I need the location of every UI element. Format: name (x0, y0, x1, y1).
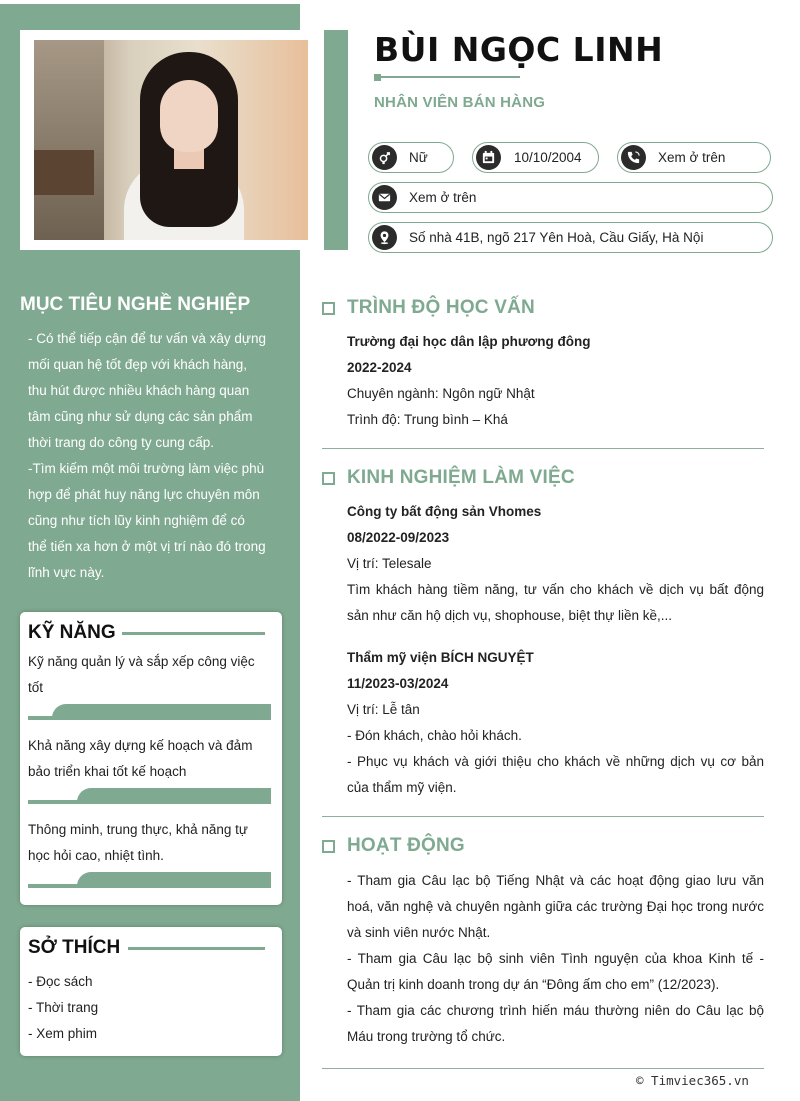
job-description-line: - Phục vụ khách và giới thiệu cho khách về những dịch vụ cơ bản (347, 754, 764, 769)
name-underline (374, 76, 520, 78)
objective-line: -Tìm kiếm một môi trường làm việc phù (28, 461, 265, 476)
education-title: TRÌNH ĐỘ HỌC VẤN (322, 297, 535, 319)
job-company: Công ty bất động sản Vhomes (347, 504, 542, 519)
job-description-line: sản như căn hộ dịch vụ, shophouse, biệt thự liền kề,... (347, 608, 673, 623)
email-value: Xem ở trên (409, 190, 477, 205)
skill-item-text: Kỹ năng quản lý và sắp xếp công việc tốt (28, 654, 255, 695)
phone-value: Xem ở trên (658, 150, 726, 165)
skill-item-text: Thông minh, trung thực, khả năng tự học hỏi cao, nhiệt tình. (28, 822, 248, 863)
objective-line: tâm cũng như sử dụng các sản phẩm (28, 409, 253, 424)
objective-line: - Có thể tiếp cận để tư vấn và xây dựng (28, 331, 266, 346)
phone-pill (617, 142, 771, 173)
hobby-item: - Thời trang (28, 1000, 99, 1015)
profile-photo (34, 40, 308, 240)
birthday-value: 10/10/2004 (514, 150, 582, 165)
section-divider (322, 816, 764, 817)
job-position: Vị trí: Telesale (347, 556, 432, 571)
skills-title-rule (122, 632, 265, 635)
hobby-item: - Đọc sách (28, 974, 93, 989)
skills-title: KỸ NĂNG (28, 622, 116, 643)
experience-job (347, 645, 764, 801)
hobby-item: - Xem phim (28, 1026, 98, 1041)
calendar-icon (476, 145, 501, 170)
job-company: Thẩm mỹ viện BÍCH NGUYỆT (347, 650, 534, 665)
footer-credit: © Timviec365.vn (636, 1073, 749, 1088)
gender-icon (372, 145, 397, 170)
objective-line: cũng như tích lũy kinh nghiệm để có (28, 513, 245, 528)
education-school: Trường đại học dân lập phương đông (347, 334, 591, 349)
activities-block (347, 868, 764, 1050)
activity-line: - Tham gia Câu lạc bộ Tiếng Nhật và các hoạt động giao lưu văn (347, 873, 764, 888)
objective-line: hợp để phát huy năng lực chuyên môn (28, 487, 260, 502)
square-bullet-icon (322, 840, 335, 853)
skills-card (20, 612, 282, 905)
education-grade: Trình độ: Trung bình – Khá (347, 412, 508, 427)
hobbies-title-rule (128, 947, 265, 950)
education-major: Chuyên ngành: Ngôn ngữ Nhật (347, 386, 535, 401)
activity-line: Quản trị kinh doanh trong dự án “Đông ấm cho em” (12/2023). (347, 977, 720, 992)
gender-value: Nữ (409, 150, 428, 165)
skill-level-bar (28, 872, 271, 888)
activity-line: và sinh viên nước Nhật. (347, 925, 491, 940)
square-bullet-icon (322, 472, 335, 485)
candidate-name: BÙI NGỌC LINH (374, 30, 664, 69)
square-bullet-icon (322, 302, 335, 315)
activity-line: - Tham gia các chương trình hiến máu thường niên do Câu lạc bộ (347, 1003, 764, 1018)
gender-pill (368, 142, 454, 173)
job-title: NHÂN VIÊN BÁN HÀNG (374, 94, 546, 111)
phone-icon (621, 145, 646, 170)
birthday-pill (472, 142, 599, 173)
section-divider (322, 1068, 764, 1069)
experience-title: KINH NGHIỆM LÀM VIỆC (322, 467, 575, 489)
objective-title: MỤC TIÊU NGHỀ NGHIỆP (20, 294, 251, 315)
email-pill (368, 182, 773, 213)
objective-line: mối quan hệ tốt đẹp với khách hàng, (28, 357, 247, 372)
activity-line: - Tham gia Câu lạc bộ sinh viên Tình nguyện của khoa Kinh tế - (347, 951, 764, 966)
activity-line: hoá, văn nghệ và chuyên ngành giữa các trường Đại học trong nước (347, 899, 764, 914)
objective-line: thể tiến xa hơn ở một vị trí nào đó trong (28, 539, 266, 554)
job-description-line: - Đón khách, chào hỏi khách. (347, 728, 522, 743)
job-description-line: Tìm khách hàng tiềm năng, tư vấn cho khách về dịch vụ bất động (347, 582, 764, 597)
job-period: 08/2022-09/2023 (347, 530, 450, 545)
job-position: Vị trí: Lễ tân (347, 702, 420, 717)
envelope-icon (372, 185, 397, 210)
experience-job (347, 499, 764, 629)
education-period: 2022-2024 (347, 360, 412, 375)
address-pill (368, 222, 773, 253)
job-period: 11/2023-03/2024 (347, 676, 449, 691)
job-description-line: của thẩm mỹ viện. (347, 780, 457, 795)
location-pin-icon (372, 225, 397, 250)
objective-line: lĩnh vực này. (28, 565, 105, 580)
address-value: Số nhà 41B, ngõ 217 Yên Hoà, Cầu Giấy, Hà Nội (409, 230, 704, 245)
objective-line: thu hút được nhiều khách hàng quan (28, 383, 250, 398)
activity-line: Máu trong trường tổ chức. (347, 1029, 506, 1044)
hobbies-list (28, 969, 268, 1047)
activities-title: HOẠT ĐỘNG (322, 835, 465, 857)
education-block (347, 329, 764, 433)
skill-item-text: Khả năng xây dựng kế hoạch và đảm bảo triển khai tốt kế hoạch (28, 738, 253, 779)
objective-text (28, 326, 273, 586)
section-divider (322, 448, 764, 449)
hobbies-title: SỞ THÍCH (28, 937, 121, 958)
hobbies-card (20, 927, 282, 1056)
objective-line: thời trang do công ty cung cấp. (28, 435, 214, 450)
skill-level-bar (28, 704, 271, 720)
skill-level-bar (28, 788, 271, 804)
profile-photo-frame (20, 30, 322, 250)
header-accent-bar (324, 30, 348, 250)
